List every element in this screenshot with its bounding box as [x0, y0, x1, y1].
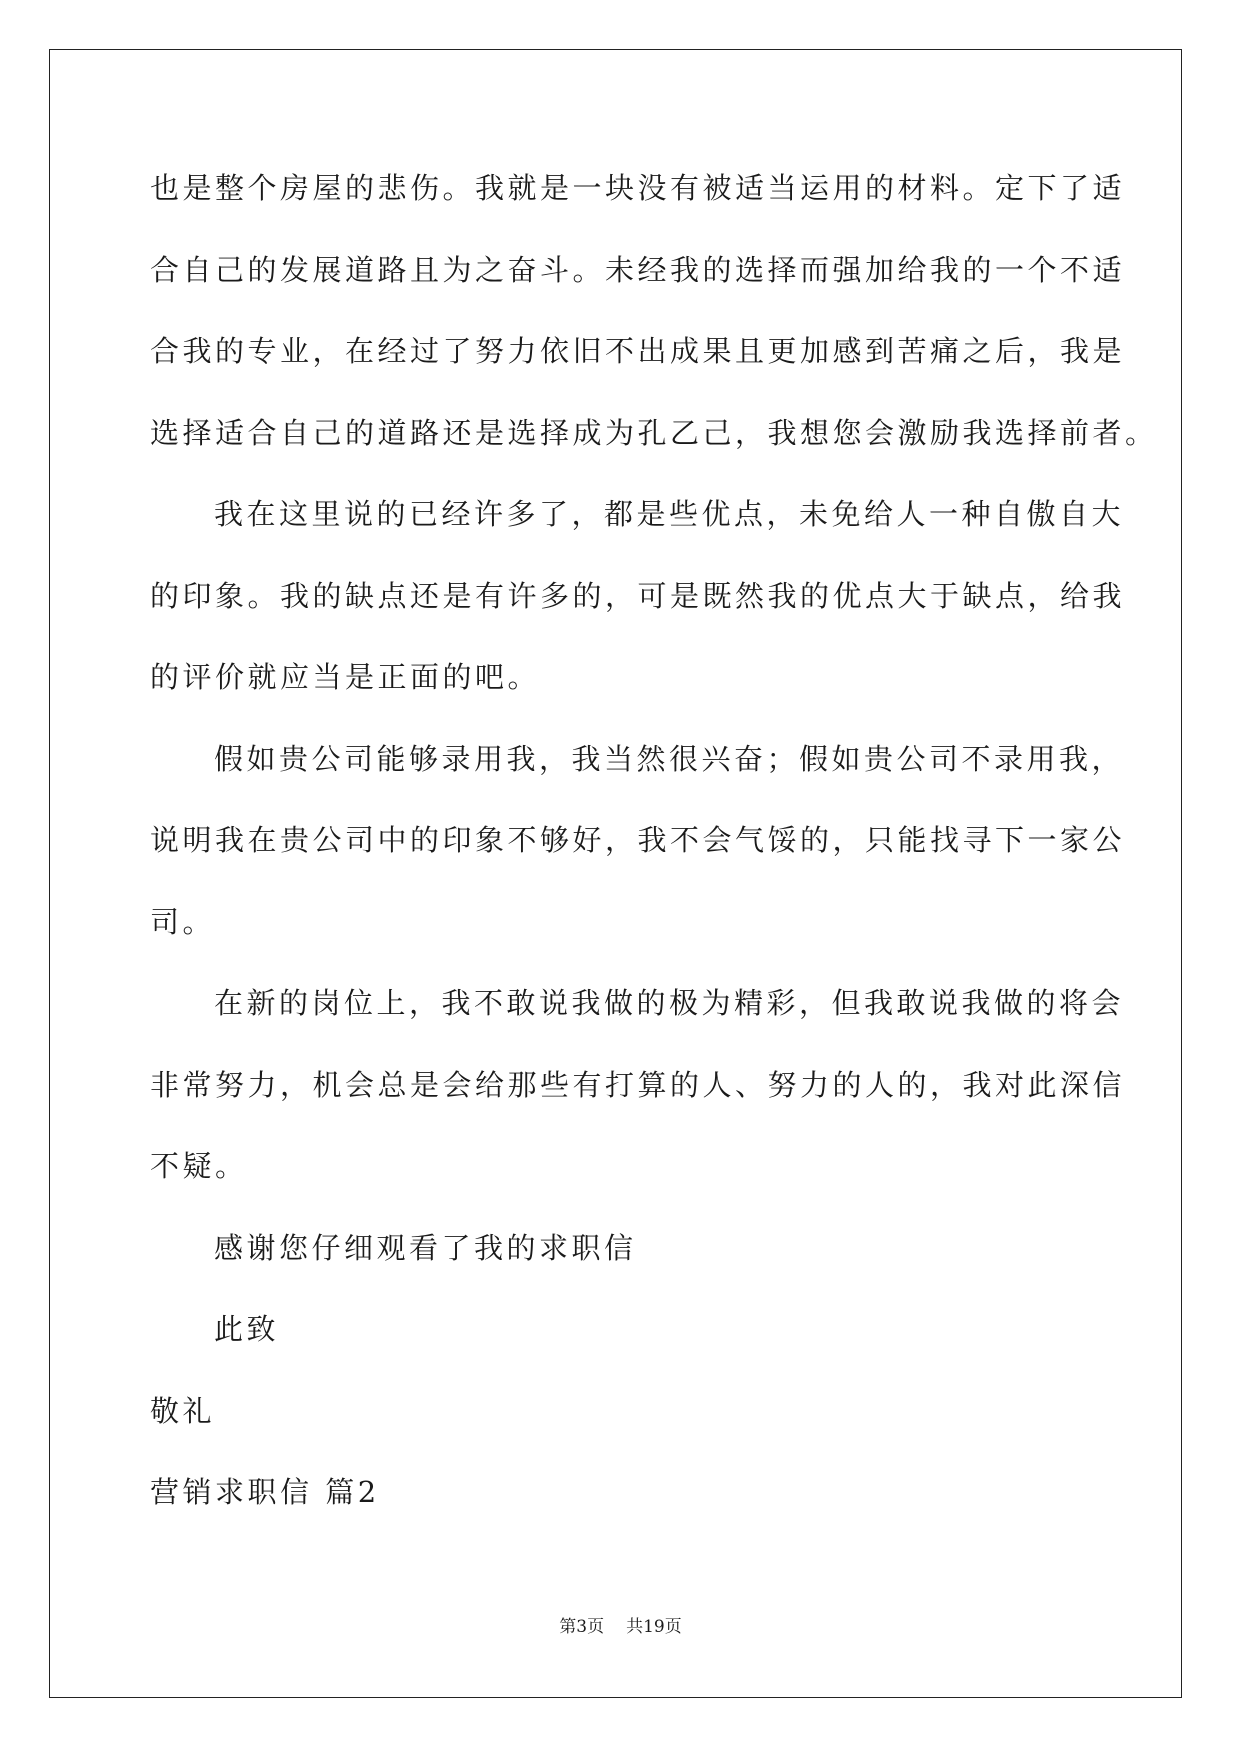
- paragraph-line: 的印象。我的缺点还是有许多的，可是既然我的优点大于缺点，给我: [150, 578, 1126, 613]
- paragraph-line: 不疑。: [150, 1149, 248, 1183]
- paragraph-line: 假如贵公司能够录用我，我当然很兴奋；假如贵公司不录用我，: [214, 741, 1125, 776]
- page-total: 共19页: [626, 1617, 682, 1637]
- paragraph-line: 说明我在贵公司中的印象不够好，我不会气馁的，只能找寻下一家公: [150, 823, 1126, 857]
- page-footer: [0, 1612, 1241, 1637]
- document-body: [150, 158, 1158, 1544]
- section-heading: 营销求职信 篇2: [150, 1475, 380, 1509]
- paragraph-line: 的评价就应当是正面的吧。: [150, 660, 541, 694]
- paragraph-line: 也是整个房屋的悲伤。我就是一块没有被适当运用的材料。定下了适: [150, 171, 1126, 205]
- closing-line: 感谢您仔细观看了我的求职信: [214, 1230, 637, 1265]
- paragraph-line: 在新的岗位上，我不敢说我做的极为精彩，但我敢说我做的将会: [214, 986, 1125, 1020]
- paragraph-line: 司。: [150, 904, 216, 939]
- page-number: 第3页: [559, 1617, 605, 1637]
- salutation-line: 此致: [214, 1312, 280, 1346]
- paragraph-line: 合自己的发展道路且为之奋斗。未经我的选择而强加给我的一个不适: [150, 252, 1126, 287]
- paragraph-line: 我在这里说的已经许多了，都是些优点，未免给人一种自傲自大: [214, 497, 1125, 531]
- paragraph-line: 非常努力，机会总是会给那些有打算的人、努力的人的，我对此深信: [150, 1067, 1126, 1102]
- paragraph-line: 选择适合自己的道路还是选择成为孔乙己，我想您会激励我选择前者。: [150, 415, 1158, 450]
- regards-line: 敬礼: [150, 1393, 216, 1428]
- paragraph-line: 合我的专业，在经过了努力依旧不出成果且更加感到苦痛之后，我是: [150, 334, 1126, 368]
